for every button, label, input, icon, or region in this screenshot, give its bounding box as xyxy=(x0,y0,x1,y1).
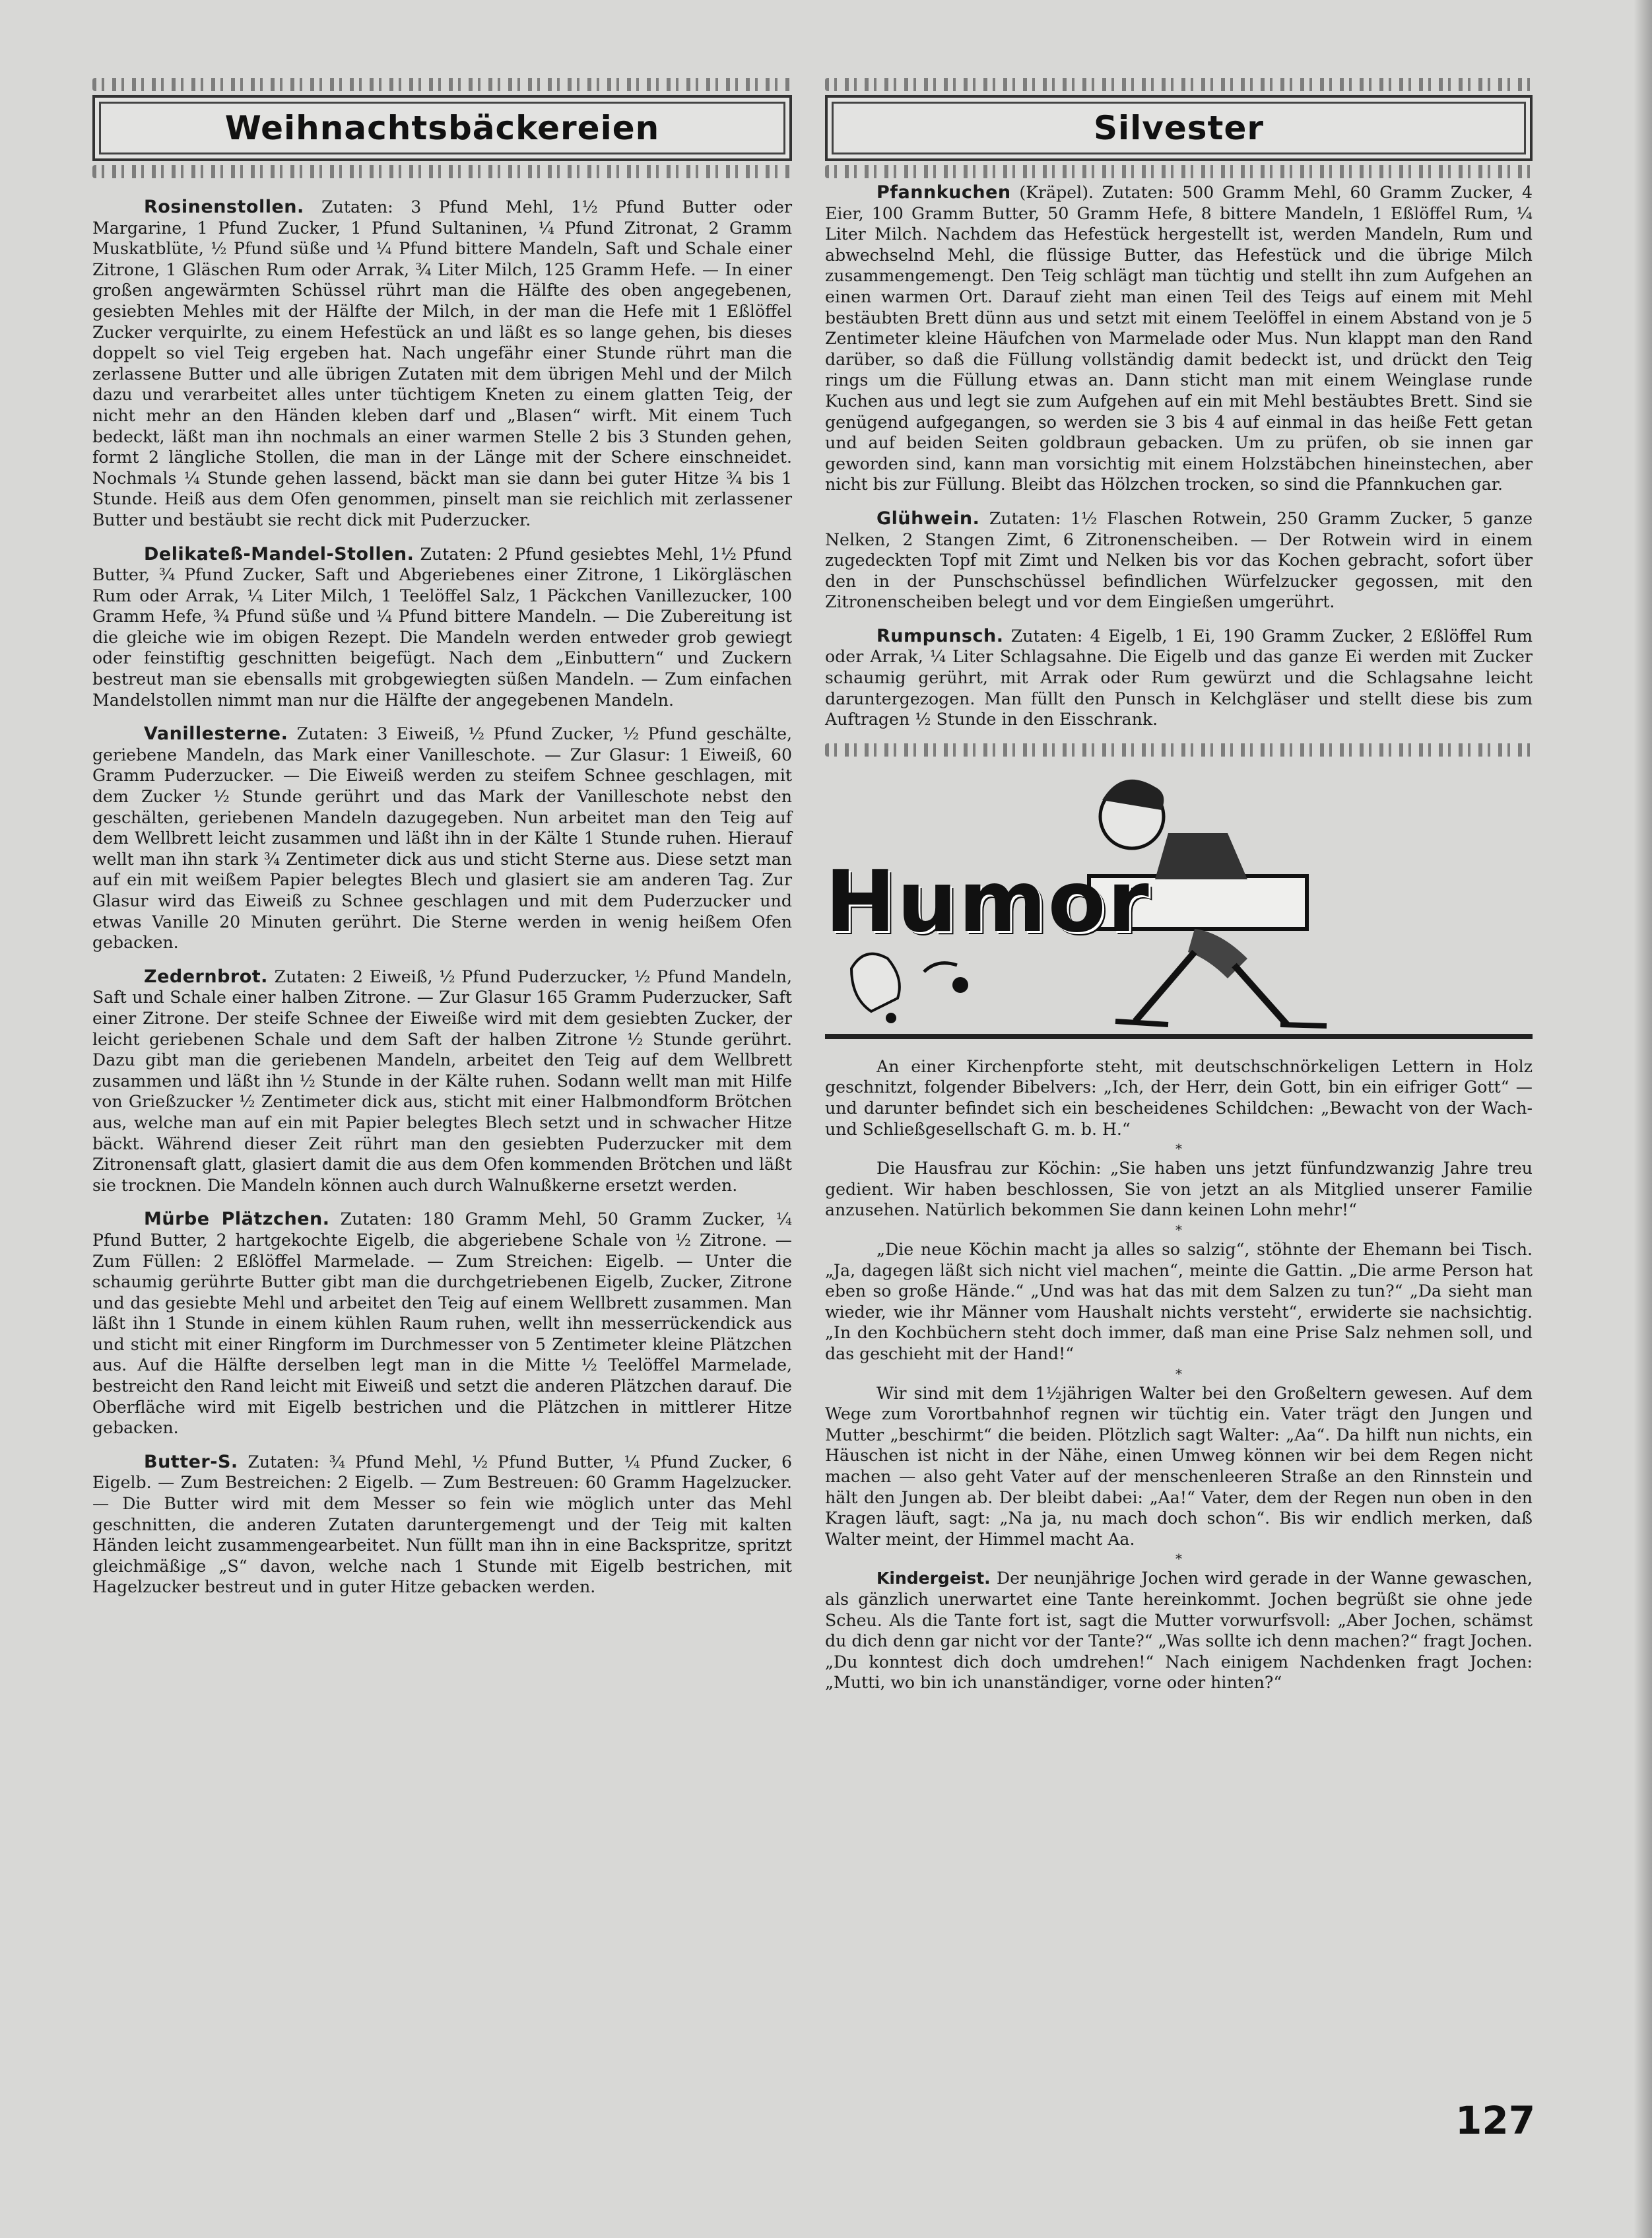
recipe-gluehwein xyxy=(825,508,1533,613)
recipe-butter-s xyxy=(92,1452,792,1598)
recipe-pfannkuchen xyxy=(825,182,1533,495)
recipe-title: Rumpunsch. xyxy=(876,625,1004,646)
recipe-title: Vanillesterne. xyxy=(144,724,288,745)
humor-illustration xyxy=(825,761,1533,1044)
joke-koechin: „Die neue Köchin macht ja alles so salzig“, stöhnte der Ehemann bei Tisch. „Ja, dagegen läßt sich nicht viel machen“, meinte die Gattin. „Die arme Person hat eben so große Hände.“ „Und was hat das mit dem Salzen zu tun?“ „Da sieht man wieder, wie ihr Männer vom Haushalt nichts versteht“, erwiderte sie nachsichtig. „In den Kochbüchern steht doch immer, daß man eine Prise Salz nehmen soll, und das geschieht mit der Hand!“ xyxy=(825,1240,1533,1363)
recipe-rumpunsch xyxy=(825,626,1533,730)
joke-hausfrau: Die Hausfrau zur Köchin: „Sie haben uns jetzt fünfundzwanzig Jahre treu gedient. Wir haben beschlossen, Sie von jetzt an als Mitglied unserer Familie anzusehen. Natürlich bekommen Sie dann keinen Lohn mehr!“ xyxy=(825,1159,1533,1220)
recipe-rosinenstollen xyxy=(92,197,792,531)
humor-title: Humor xyxy=(825,852,1150,951)
section-header-silvester xyxy=(825,95,1533,161)
recipe-title: Butter-S. xyxy=(144,1451,238,1472)
joke-walter: Wir sind mit dem 1½jährigen Walter bei den Großeltern gewesen. Auf dem Wege zum Vorortbahnhof regnen wir tüchtig ein. Vater trägt den Jungen und Mutter „beschirmt“ die beiden. Plötzlich sagt Walter: „Aa“. Da hilft nun nichts, ein Häuschen ist nicht in der Nähe, einen Umweg können wir bei dem Regen nicht machen — also geht Vater auf der menschenleeren Straße an den Rinnstein und hält den Jungen ab. Der bleibt dabei: „Aa!“ Vater, dem der Regen nun oben in den Kragen läuft, sagt: „Na ja, nu mach doch schon“. Bis wir endlich merken, daß Walter meint, der Himmel macht Aa. xyxy=(825,1383,1533,1549)
recipe-text: Zutaten: ¾ Pfund Mehl, ½ Pfund Butter, ¼ Pfund Zucker, 6 Eigelb. — Zum Bestreichen: 2 Eigelb. — Zum Bestreuen: 60 Gramm Hagelzucker. — Die Butter wird mit dem Messer so fein wie möglich unter das Mehl geschnitten, die anderen Zutaten daruntergemengt und der Teig mit kalten Händen leicht zusammengearbeitet. Nun füllt man ihn in eine Backspritze, spritzt gleichmäßige „S“ davon, welche nach 1 Stunde mit Eigelb bestrichen, mit Hagelzucker bestreut und in guter Hitze gebacken werden. xyxy=(92,1452,792,1597)
recipe-muerbe-plaetzchen xyxy=(92,1209,792,1439)
left-column xyxy=(92,74,792,1611)
separator-star: * xyxy=(1175,1365,1182,1382)
recipe-title: Mürbe Plätzchen. xyxy=(144,1209,330,1230)
ornament-border-bottom xyxy=(92,165,792,178)
recipe-mandel-stollen xyxy=(92,544,792,711)
section-title: Silvester xyxy=(1093,109,1265,147)
recipe-text: (Kräpel). Zutaten: 500 Gramm Mehl, 60 Gramm Zucker, 4 Eier, 100 Gramm Butter, 50 Gramm Hefe, 8 bittere Mandeln, 1 Eßlöffel Rum, ¼ Liter Milch. Nachdem das Hefestück hergestellt ist, werden Mandeln, Rum und abwechselnd Mehl, die flüssige Butter, das Hefestück und die übrige Milch zusammengemengt. Den Teig schlägt man tüchtig und stellt ihn zum Aufgehen an einen warmen Ort. Darauf zieht man einen Teil des Teigs auf einem mit Mehl bestäubten Brett dünn aus und setzt mit einem Teelöffel in einem Abstand von je 5 Zentimeter kleine Häufchen von Marmelade oder Mus. Nun klappt man den Rand darüber, so daß die Füllung vollständig damit bedeckt ist, und drückt den Teig rings um die Füllung etwas an. Dann sticht man mit einem Weinglase runde Kuchen aus und legt sie zum Aufgehen auf ein mit Mehl bestäubtes Brett. Sind sie genügend aufgegangen, so werden sie 3 bis 4 auf einmal in das heiße Fett getan und auf beiden Seiten goldbraun gebacken. Um zu prüfen, ob sie innen gar geworden sind, kann man vorsichtig mit einem Holzstäbchen hineinstechen, aber nicht bis zur Füllung. Bleibt das Hölzchen trocken, so sind die Pfannkuchen gar. xyxy=(825,183,1533,494)
page-number: 127 xyxy=(1455,2098,1536,2143)
page-edge-shadow xyxy=(1634,0,1652,2238)
joke-text: Der neunjährige Jochen wird gerade in der Wanne gewaschen, als gänzlich unerwartet eine Tante hereinkommt. Jochen begrüßt sie ohne jede Scheu. Als die Tante fort ist, sagt die Mutter vorwurfsvoll: „Aber Jochen, schämst du dich denn gar nicht vor der Tante?“ „Was sollte ich denn machen?“ fragt Jochen. „Du konntest dich doch umdrehen!“ Nach einigem Nachdenken fragt Jochen: „Mutti, wo bin ich unanständiger, vorne oder hinten?“ xyxy=(825,1569,1533,1693)
recipe-vanillesterne xyxy=(92,724,792,953)
joke-title: Kindergeist. xyxy=(876,1569,991,1588)
ornament-border-top xyxy=(92,78,792,91)
section-header-weihnachten xyxy=(92,95,792,161)
recipe-text: Zutaten: 2 Pfund gesiebtes Mehl, 1½ Pfund Butter, ¾ Pfund Zucker, Saft und Abgeriebenes einer Zitrone, 1 Likörgläschen Rum oder Arrak, ¼ Liter Milch, 1 Teelöffel Salz, 1 Päckchen Vanillezucker, 100 Gramm Hefe, ¾ Pfund süße und ¼ Pfund bittere Mandeln. — Die Zubereitung ist die gleiche wie im obigen Rezept. Die Mandeln werden entweder grob gewiegt oder feinstiftig geschnitten beigefügt. Nach dem „Einbuttern“ und Zuckern bestreut man sie ebensalls mit grobgewiegten süßen Mandeln. — Zum einfachen Mandelstollen nimmt man nur die Hälfte der angegebenen Mandeln. xyxy=(92,544,792,710)
separator-star: * xyxy=(1175,1551,1182,1567)
recipe-zedernbrot xyxy=(92,966,792,1196)
recipe-title: Delikateß-Mandel-Stollen. xyxy=(144,543,414,564)
right-column xyxy=(825,74,1533,1693)
separator-star: * xyxy=(1175,1222,1182,1238)
recipe-title: Glühwein. xyxy=(876,508,980,529)
recipe-text: Zutaten: 180 Gramm Mehl, 50 Gramm Zucker, ¼ Pfund Butter, 2 hartgekochte Eigelb, die abgeriebene Schale von ½ Zitrone. — Zum Füllen: 2 Eßlöffel Marmelade. — Zum Streichen: Eigelb. — Unter die schaumig gerührte Butter gibt man die durchgetriebenen Eigelb, Zucker, Zitrone und das gesiebte Mehl und arbeitet den Teig auf einem Wellbrett zusammen. Man läßt ihn 1 Stunde in einem kühlen Raum ruhen, wellt ihn messerrückendick aus und sticht mit einer Ringform im Durchmesser von 5 Zentimeter kleine Plätzchen aus. Auf die Hälfte derselben legt man in die Mitte ½ Teelöffel Marmelade, bestreicht den Rand leicht mit Eiweiß und setzt die anderen Plätzchen darauf. Die Oberfläche wird mit Eigelb bestrichen und die Plätzchen in mittlerer Hitze gebacken. xyxy=(92,1209,792,1438)
recipe-text: Zutaten: 3 Pfund Mehl, 1½ Pfund Butter oder Margarine, 1 Pfund Zucker, 1 Pfund Sultaninen, ¼ Pfund Zitronat, 2 Gramm Muskatblüte, ½ Pfund süße und ¼ Pfund bittere Mandeln, Saft und Schale einer Zitrone, 1 Gläschen Rum oder Arrak, ¾ Liter Milch, 125 Gramm Hefe. — In einer großen angewärmten Schüssel rührt man die Hälfte des oben angegebenen, gesiebten Mehles mit der Hälfte der Milch, in der man die Hefe mit 1 Eßlöffel Zucker verquirlte, zu einem Hefestück an und läßt es so lange gehen, bis dieses doppelt so viel Teig ergeben hat. Nach ungefähr einer Stunde rührt man die zerlassene Butter und alle übrigen Zutaten mit dem übrigen Mehl und der Milch dazu und verarbeitet alles unter tüchtigem Kneten zu einem glatten Teig, der nicht mehr an den Händen kleben darf und „Blasen“ wirft. Mit einem Tuch bedeckt, läßt man ihn nochmals an einer warmen Stelle 2 bis 3 Stunden gehen, formt 2 längliche Stollen, die man in der Länge mit der Schere einschneidet. Nochmals ¼ Stunde gehen lassend, bäckt man sie dann bei guter Hitze ¾ bis 1 Stunde. Heiß aus dem Ofen genommen, pinselt man sie reichlich mit zerlassener Butter und bestäubt sie recht dick mit Puderzucker. xyxy=(92,197,792,529)
recipe-text: Zutaten: 1½ Flaschen Rotwein, 250 Gramm Zucker, 5 ganze Nelken, 2 Stangen Zimt, 6 Zitronenscheiben. — Der Rotwein wird in einem zugedeckten Topf mit Zimt und Nelken bis vor das Kochen gebracht, sofort über den in der Punschschüssel befindlichen Würfelzucker gegossen, mit den Zitronenscheiben belegt und vor dem Eingießen umgerührt. xyxy=(825,508,1533,612)
recipe-title: Rosinenstollen. xyxy=(144,197,304,217)
recipe-text: Zutaten: 3 Eiweiß, ½ Pfund Zucker, ½ Pfund geschälte, geriebene Mandeln, das Mark einer Vanilleschote. — Zur Glasur: 1 Eiweiß, 60 Gramm Puderzucker. — Die Eiweiß werden zu steifem Schnee geschlagen, mit dem Zucker ½ Stunde gerührt und das Mark der Vanilleschote nebst den geschälten, geriebenen Mandeln dazugegeben. Nun arbeitet man den Teig auf dem Wellbrett leicht zusammen und läßt ihn in der Kälte 1 Stunde ruhen. Hierauf wellt man ihn stark ¾ Zentimeter dick aus und sticht Sterne aus. Diese setzt man auf ein mit weißem Papier belegtes Blech und glasiert sie am anderen Tag. Zur Glasur wird das Eiweiß zu Schnee geschlagen und mit dem Puderzucker und etwas Vanille 20 Minuten gerührt. Die Sterne werden in wenig heißem Ofen gebacken. xyxy=(92,724,792,953)
ornament-border-top xyxy=(825,78,1533,91)
ornament-border-bottom xyxy=(825,165,1533,178)
section-title: Weihnachtsbäckereien xyxy=(224,109,660,147)
separator-star: * xyxy=(1175,1141,1182,1157)
joke-kirchenpforte: An einer Kirchenpforte steht, mit deutschschnörkeligen Lettern in Holz geschnitzt, folgender Bibelvers: „Ich, der Herr, dein Gott, bin ein eifriger Gott“ — und darunter befindet sich ein bescheidenes Schildchen: „Bewacht von der Wach- und Schließgesellschaft G. m. b. H.“ xyxy=(825,1056,1533,1139)
ground-line xyxy=(825,1034,1533,1039)
star-divider xyxy=(825,743,1533,757)
recipe-text: Zutaten: 4 Eigelb, 1 Ei, 190 Gramm Zucker, 2 Eßlöffel Rum oder Arrak, ¼ Liter Schlagsahne. Die Eigelb und das ganze Ei werden mit Zucker schaumig gerührt, mit Arrak oder Rum gewürzt und die Schlagsahne leicht daruntergezogen. Man füllt den Punsch in Kelchgläser und stellt diese bis zum Auftragen ½ Stunde in den Eisschrank. xyxy=(825,626,1533,729)
recipe-text: Zutaten: 2 Eiweiß, ½ Pfund Puderzucker, ½ Pfund Mandeln, Saft und Schale einer halben Zitrone. — Zur Glasur 165 Gramm Puderzucker, Saft einer Zitrone. Der steife Schnee der Eiweiße wird mit dem gesiebten Zucker, der leicht geriebenen Schale und dem Saft der halben Zitrone ½ Stunde gerührt. Dazu gibt man die geriebenen Mandeln, arbeitet den Teig auf dem Wellbrett zusammen und läßt ihn ½ Stunde in der Kälte ruhen. Sodann wellt man mit Hilfe von Grießzucker ½ Zentimeter dick aus, sticht mit einer Halbmondform Brötchen aus, welche man auf ein mit Papier belegtes Blech setzt und in schwacher Hitze bäckt. Während dieser Zeit rührt man den gesiebten Puderzucker mit dem Zitronensaft glatt, glasiert damit die aus dem Ofen kommenden Brötchen und läßt sie trocknen. Die Mandeln können auch durch Walnußkerne ersetzt werden. xyxy=(92,966,792,1195)
recipe-title: Zedernbrot. xyxy=(144,966,268,987)
joke-kindergeist xyxy=(825,1568,1533,1693)
recipe-title: Pfannkuchen xyxy=(876,182,1011,203)
